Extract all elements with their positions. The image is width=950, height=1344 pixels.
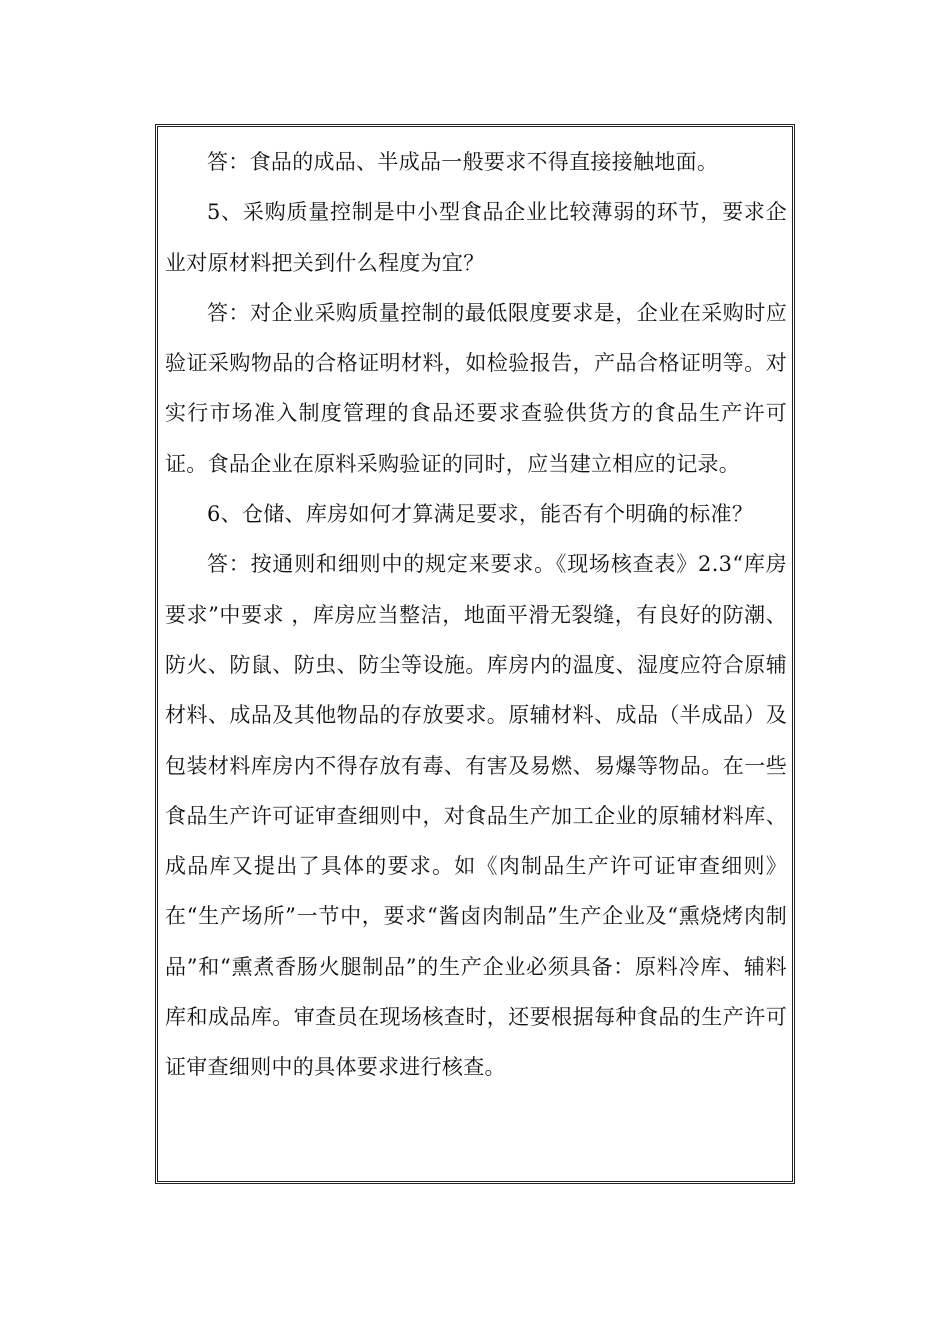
answer-paragraph-6: 答：按通则和细则中的规定来要求。《现场核查表》2.3“库房要求”中要求 ，库房应当整洁，地面平滑无裂缝，有良好的防潮、防火、防鼠、防虫、防尘等设施。库房内的温度、湿度应符合原辅材料、成品及其他物品的存放要求。原辅材料、成品（半成品）及包装材料库房内不得存放有毒、有害及易燃、易爆等物品。在一些食品生产许可证审查细则中，对食品生产加工企业的原辅材料库、成品库又提出了具体的要求。如《肉制品生产许可证审查细则》在“生产场所”一节中，要求“酱卤肉制品”生产企业及“熏烧烤肉制品”和“熏煮香肠火腿制品”的生产企业必须具备：原料冷库、辅料库和成品库。审查员在现场核查时，还要根据每种食品的生产许可证审查细则中的具体要求进行核查。 xyxy=(165,552,787,1080)
question-paragraph-5: 5、采购质量控制是中小型食品企业比较薄弱的环节，要求企业对原材料把关到什么程度为宜？ xyxy=(165,200,787,275)
document-body xyxy=(165,137,787,1093)
document-frame xyxy=(155,124,795,1184)
question-paragraph-6: 6、仓储、库房如何才算满足要求，能否有个明确的标准？ xyxy=(207,502,754,527)
answer-paragraph-5: 答：对企业采购质量控制的最低限度要求是，企业在采购时应验证采购物品的合格证明材料，如检验报告，产品合格证明等。对实行市场准入制度管理的食品还要求查验供货方的食品生产许可证。食品企业在原料采购验证的同时，应当建立相应的记录。 xyxy=(165,300,787,476)
answer-paragraph-4: 答：食品的成品、半成品一般要求不得直接接触地面。 xyxy=(207,150,719,174)
